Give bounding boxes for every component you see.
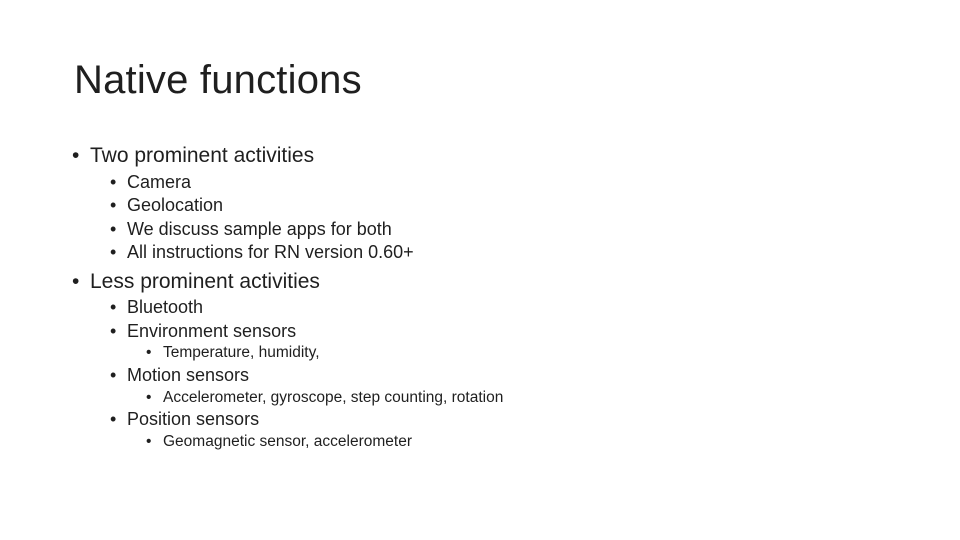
bullet-text: Environment sensors [127, 321, 297, 341]
slide-title: Native functions [74, 58, 362, 102]
bullet-dot: • [110, 172, 117, 192]
bullet-text: Less prominent activities [90, 270, 320, 293]
bullet-dot: • [146, 433, 152, 450]
bullet-text: Geomagnetic sensor, accelerometer [163, 433, 412, 450]
bullet-dot: • [72, 270, 80, 293]
bullet-text: Camera [127, 172, 192, 192]
bullet-dot: • [146, 389, 152, 406]
bullet-text: We discuss sample apps for both [127, 219, 392, 239]
bullet-dot: • [110, 195, 117, 215]
bullet-dot: • [110, 321, 117, 341]
bullet-text: Motion sensors [127, 365, 250, 385]
bullet-text: Bluetooth [127, 297, 204, 317]
bullet-text: Position sensors [127, 409, 260, 429]
bullet-text: Accelerometer, gyroscope, step counting, rotation [163, 389, 504, 406]
bullet-dot: • [72, 144, 80, 167]
bullet-dot: • [110, 365, 117, 385]
bullet-text: Two prominent activities [90, 144, 315, 167]
bullet-text: Temperature, humidity, [163, 344, 320, 361]
bullet-text: All instructions for RN version 0.60+ [127, 242, 414, 262]
bullet-dot: • [110, 409, 117, 429]
bullet-dot: • [146, 344, 152, 361]
bullet-text: Geolocation [127, 195, 224, 215]
bullet-dot: • [110, 242, 117, 262]
bullet-dot: • [110, 219, 117, 239]
bullet-dot: • [110, 297, 117, 317]
